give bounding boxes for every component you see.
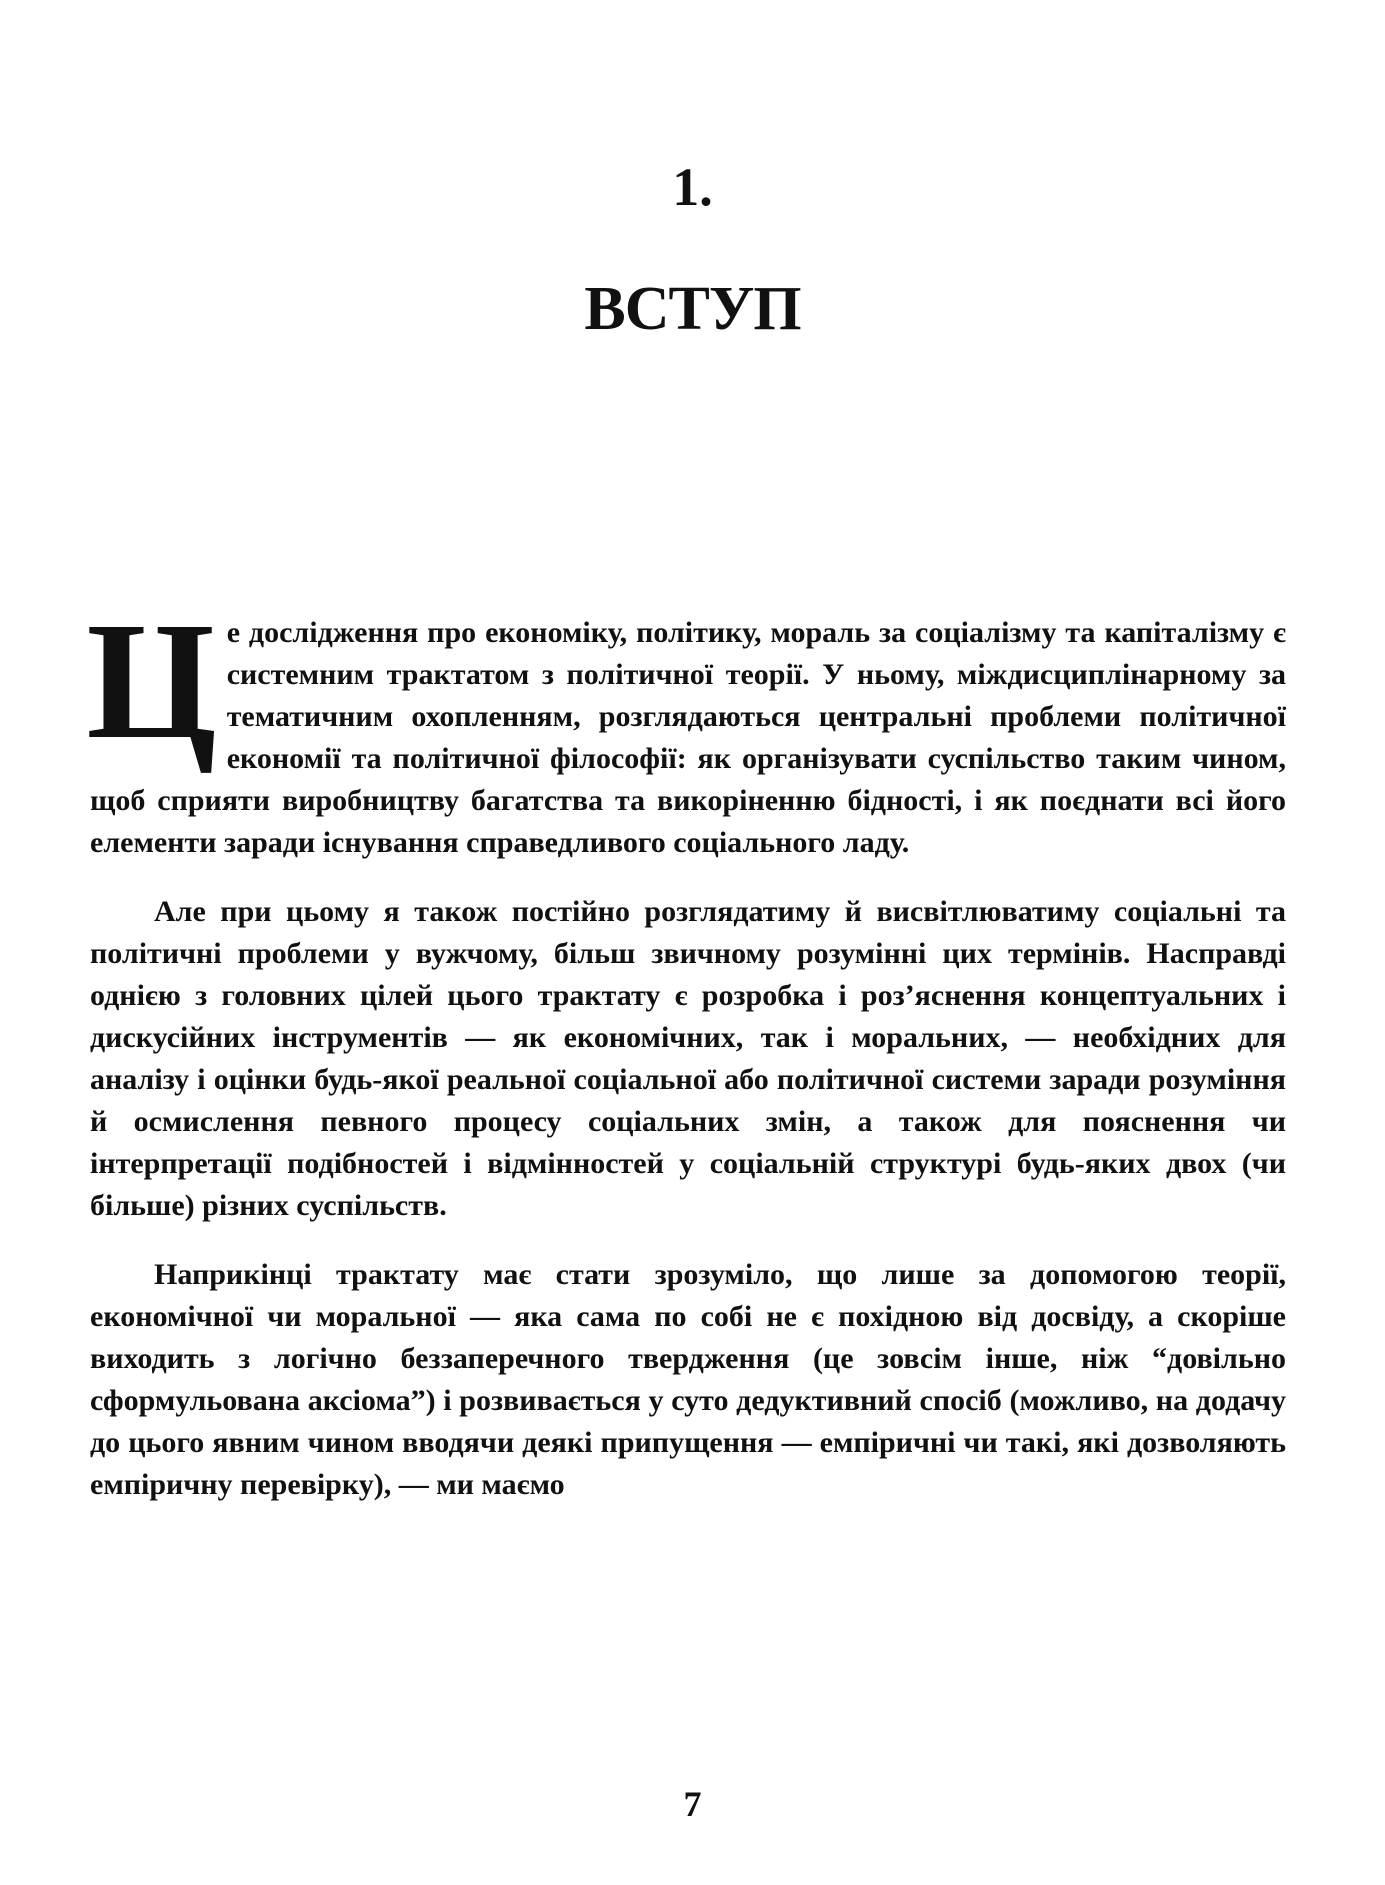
chapter-number: 1. bbox=[672, 157, 713, 217]
chapter-title: ВСТУП bbox=[584, 275, 801, 343]
paragraph-2: Але при цьому я також постійно розглядатиму й висвітлюватиму соціальні та політичні проблеми у вужчому, більш звичному розумінні цих термінів. Насправді однією з головних цілей цього трактату є розробка і роз’яснення концептуальних і дискусійних інструментів — як економічних, так і моральних, — необхідних для аналізу і оцінки будь-якої реальної соціальної або політичної системи заради розуміння й осмислення певного процесу соціальних змін, а також для пояснення чи інтерпретації подібностей і відмінностей у соціальній структурі будь-яких двох (чи більше) різних суспільств. bbox=[90, 895, 1286, 1222]
drop-cap: Ц bbox=[86, 588, 217, 774]
paragraph-1 bbox=[86, 588, 1286, 864]
page-number: 7 bbox=[683, 1784, 702, 1824]
body-text bbox=[86, 588, 1286, 1533]
paragraph-1-text: е дослідження про економіку, політику, мораль за соціалізму та капіталізму є системним трактатом з політичної теорії. У ньому, міждисциплінарному за тематичним охопленням, розглядаються центральні проблеми політичної економії та політичної філософії: як організувати суспільство таким чином, щоб сприяти виробництву багатства та викоріненню бідності, і як поєднати всі його елементи заради існування справедливого соціального ладу. bbox=[90, 616, 1286, 859]
paragraph-3: Наприкінці трактату має стати зрозуміло, що лише за допомогою теорії, економічної чи моральної — яка сама по собі не є похідною від досвіду, а скоріше виходить з логічно беззаперечного твердження (це зовсім інше, ніж “довільно сформульована аксіома”) і розвивається у суто дедуктивний спосіб (можливо, на додачу до цього явним чином вводячи деякі припущення — емпіричні чи такі, які дозволяють емпіричну перевірку), — ми маємо bbox=[90, 1258, 1286, 1501]
